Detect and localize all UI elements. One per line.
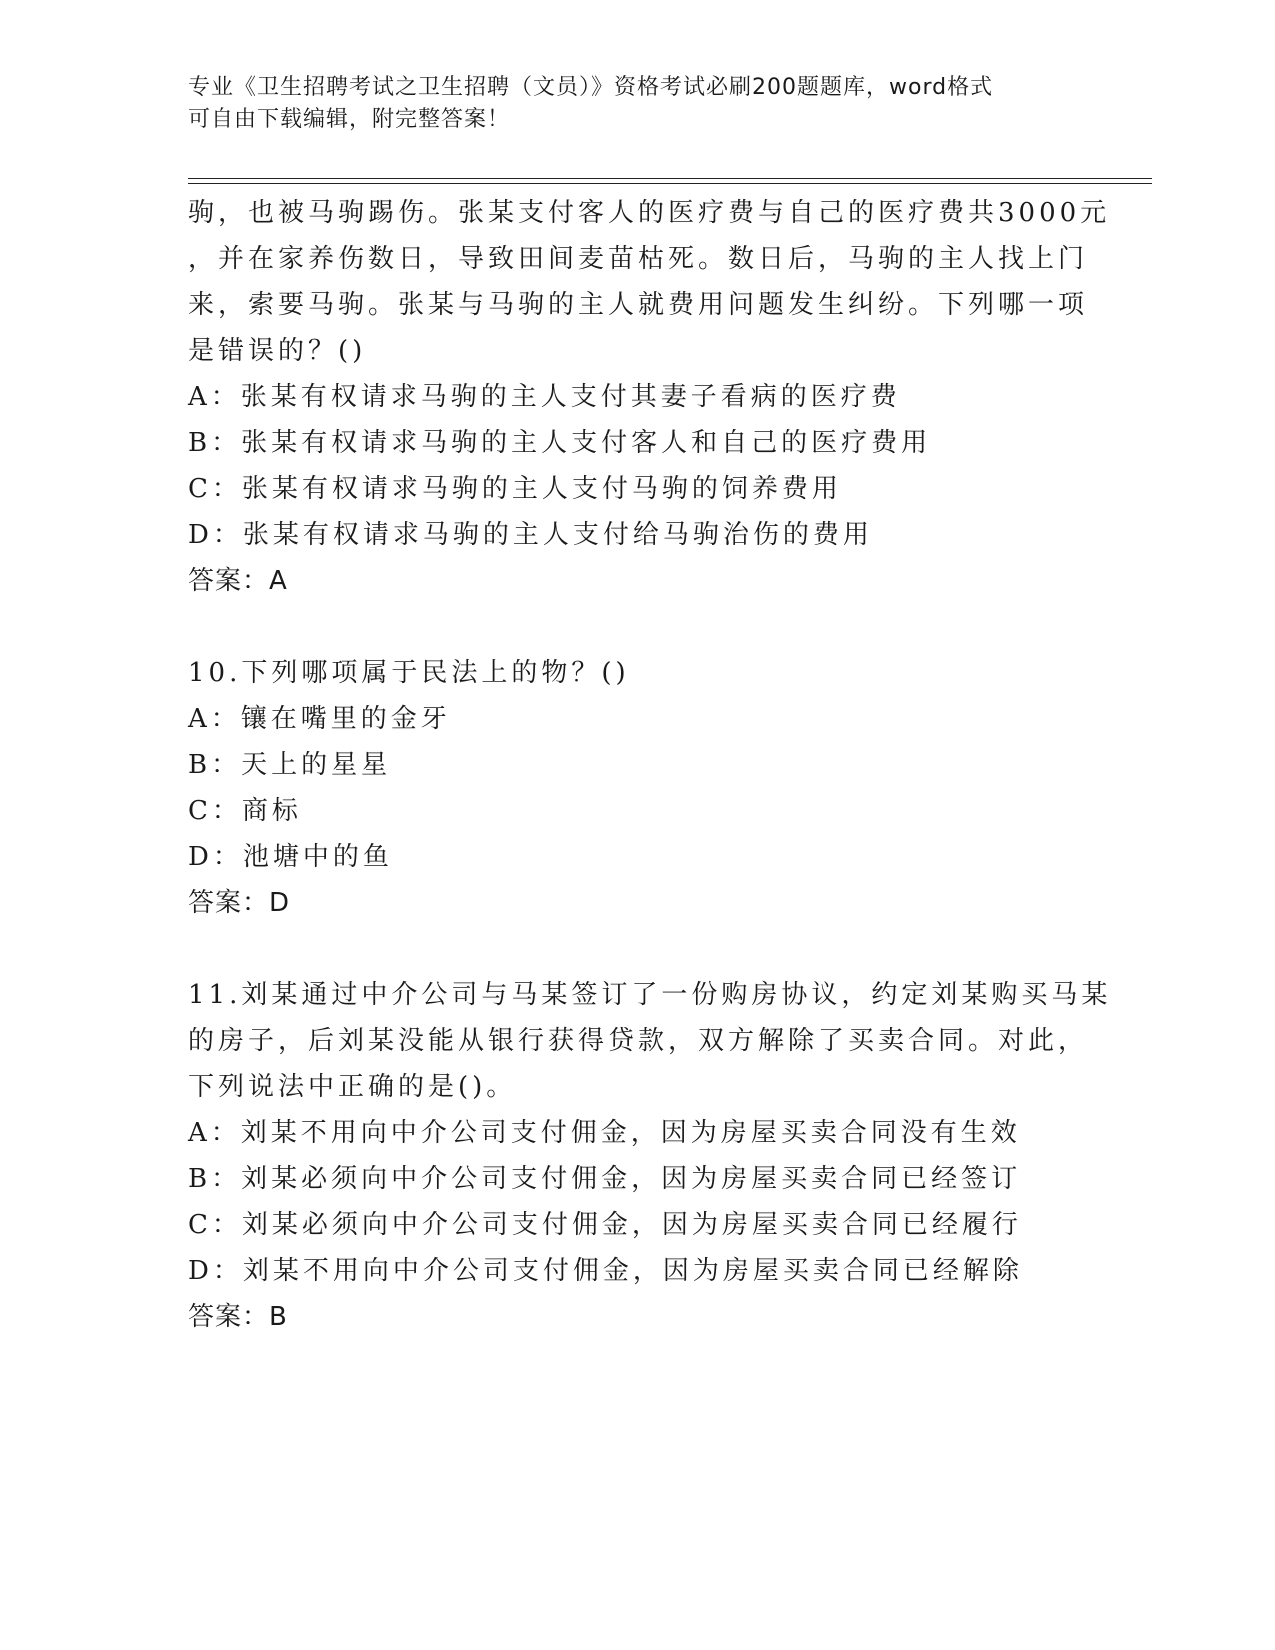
header-line-2: 可自由下载编辑，附完整答案！ [188, 107, 511, 132]
option-b: B：刘某必须向中介公司支付佣金，因为房屋买卖合同已经签订 [188, 1164, 1022, 1194]
answer: 答案：A [188, 566, 288, 596]
header-divider-top [188, 178, 1152, 179]
option-b: B：张某有权请求马驹的主人支付客人和自己的医疗费用 [188, 428, 932, 458]
option-d: D：张某有权请求马驹的主人支付给马驹治伤的费用 [188, 520, 873, 550]
question-10 [188, 650, 1088, 926]
question-text-line: 11.刘某通过中介公司与马某签订了一份购房协议，约定刘某购买马某 [188, 980, 1112, 1010]
option-c: C：张某有权请求马驹的主人支付马驹的饲养费用 [188, 474, 842, 504]
question-text-line: 下列说法中正确的是()。 [188, 1072, 517, 1102]
option-a: A：刘某不用向中介公司支付佣金，因为房屋买卖合同没有生效 [188, 1118, 1021, 1148]
option-b: B：天上的星星 [188, 750, 392, 780]
question-9 [188, 190, 1111, 604]
header-line-1: 专业《卫生招聘考试之卫生招聘（文员）》资格考试必刷200题题库，word格式 [188, 75, 994, 100]
question-spacer [188, 604, 1088, 650]
option-a: A：张某有权请求马驹的主人支付其妻子看病的医疗费 [188, 382, 901, 412]
option-d: D：池塘中的鱼 [188, 842, 393, 872]
option-c: C：刘某必须向中介公司支付佣金，因为房屋买卖合同已经履行 [188, 1210, 1022, 1240]
answer: 答案：D [188, 888, 291, 918]
question-text-line: ，并在家养伤数日，导致田间麦苗枯死。数日后，马驹的主人找上门 [188, 244, 1089, 274]
document-header [188, 72, 1088, 136]
option-a: A：镶在嘴里的金牙 [188, 704, 451, 734]
question-text-line: 10.下列哪项属于民法上的物？() [188, 658, 630, 688]
answer: 答案：B [188, 1302, 288, 1332]
question-text-line: 的房子，后刘某没能从银行获得贷款，双方解除了买卖合同。对此， [188, 1026, 1089, 1056]
document-body [188, 190, 1112, 1340]
option-d: D：刘某不用向中介公司支付佣金，因为房屋买卖合同已经解除 [188, 1256, 1023, 1286]
question-11 [188, 972, 1112, 1340]
question-text-line: 来，索要马驹。张某与马驹的主人就费用问题发生纠纷。下列哪一项 [188, 290, 1089, 320]
header-divider-bottom [188, 183, 1152, 184]
question-text-line: 是错误的？() [188, 336, 367, 366]
question-spacer [188, 926, 1088, 972]
question-text-line: 驹，也被马驹踢伤。张某支付客人的医疗费与自己的医疗费共3000元 [188, 198, 1111, 228]
option-c: C：商标 [188, 796, 302, 826]
